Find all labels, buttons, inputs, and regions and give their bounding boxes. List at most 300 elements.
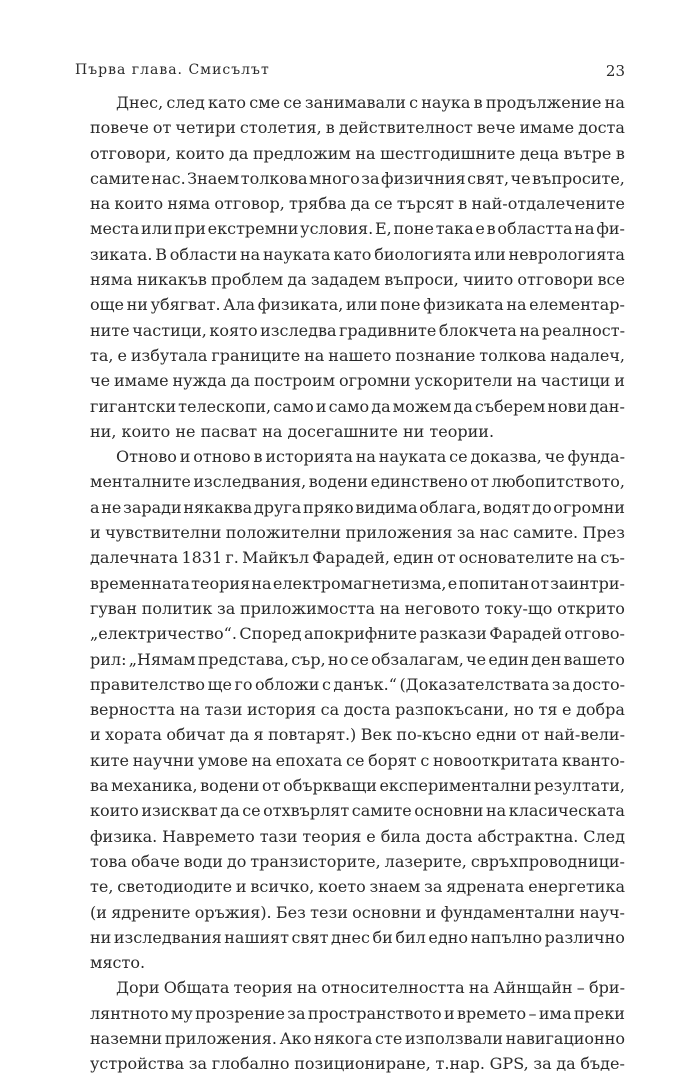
word: отново xyxy=(193,447,251,467)
word: чиито xyxy=(462,270,514,290)
word: напълно xyxy=(470,927,543,947)
word: самите xyxy=(351,801,412,821)
word: най-вели- xyxy=(544,725,625,745)
word: Без xyxy=(275,902,306,922)
word: преки xyxy=(573,1003,625,1023)
word: чувствителни xyxy=(105,523,222,543)
word: науката xyxy=(263,244,331,264)
word: относителността xyxy=(321,978,465,998)
word: в xyxy=(458,194,468,214)
text-line xyxy=(90,975,625,1000)
word: по-късно xyxy=(396,725,472,745)
word: гуван xyxy=(90,598,138,618)
word: кванто- xyxy=(561,750,625,770)
text-line xyxy=(90,394,625,419)
word: доста xyxy=(425,826,473,846)
word: ядрените xyxy=(111,902,191,922)
word: от xyxy=(152,118,172,138)
word: елементар- xyxy=(529,295,625,315)
word: ни xyxy=(403,421,430,441)
word: че xyxy=(544,447,565,467)
word: един xyxy=(488,649,530,669)
word: Знаем xyxy=(187,168,240,188)
word: енергетика xyxy=(528,877,625,897)
word: борят xyxy=(368,750,417,770)
word: сте xyxy=(375,1028,403,1048)
word: През xyxy=(582,523,625,543)
word: се xyxy=(283,93,302,112)
word: механика, xyxy=(111,776,198,796)
word: Дори xyxy=(116,978,160,998)
word: приложения xyxy=(345,523,453,543)
word: времето xyxy=(457,1003,527,1023)
word: далечната xyxy=(90,548,179,568)
word: видима xyxy=(355,497,418,517)
word: има xyxy=(538,1003,572,1023)
word: тя xyxy=(538,700,558,720)
word: бъде- xyxy=(580,1054,625,1074)
word: и xyxy=(614,371,625,391)
word: новооткритата xyxy=(433,750,559,770)
word: и xyxy=(315,396,327,416)
word: ще xyxy=(207,674,232,694)
word: е xyxy=(117,345,127,365)
word: данък.“ xyxy=(333,674,397,694)
word: че xyxy=(510,168,531,188)
word: огромни xyxy=(553,497,625,517)
word: областта xyxy=(497,219,573,239)
text-line xyxy=(90,1001,625,1026)
word: т.нар. xyxy=(435,1054,485,1074)
text-line xyxy=(90,520,625,545)
word: толкова xyxy=(479,345,547,365)
word: които xyxy=(114,194,164,214)
word: ни, xyxy=(90,421,122,441)
word: неврологията xyxy=(508,244,625,264)
word: за xyxy=(551,674,571,694)
text-line xyxy=(90,697,625,722)
word: добра xyxy=(576,700,625,720)
word: (и xyxy=(90,902,107,922)
word: основателите xyxy=(458,548,574,568)
text-line xyxy=(90,596,625,621)
word: неговото xyxy=(404,598,480,618)
word: гигантски xyxy=(90,396,177,416)
word: резултати, xyxy=(533,776,625,796)
word: единствено xyxy=(370,472,468,492)
word: всичко, xyxy=(250,877,315,897)
word: GPS, xyxy=(489,1054,529,1074)
word: е xyxy=(475,219,485,239)
word: деца xyxy=(519,143,560,163)
word: използвали xyxy=(405,1028,503,1048)
word: се xyxy=(242,801,261,821)
word: и xyxy=(235,877,247,897)
word: прозрение xyxy=(195,1003,285,1023)
text-line xyxy=(90,1051,625,1076)
word: но xyxy=(513,700,534,720)
word: Фарадей xyxy=(489,624,562,644)
word: се xyxy=(449,447,468,467)
word: Айнщайн xyxy=(493,978,573,998)
word: телескопи, xyxy=(178,396,272,416)
word: от xyxy=(437,548,456,568)
word: за xyxy=(361,168,380,188)
word: теория xyxy=(191,573,251,593)
text-line xyxy=(90,798,625,823)
word: Е, xyxy=(374,219,392,239)
text-line xyxy=(90,950,625,975)
word: действителност xyxy=(338,118,473,138)
word: още xyxy=(90,295,124,315)
word: един xyxy=(393,548,434,568)
word: че xyxy=(466,649,487,669)
text-line xyxy=(90,722,625,747)
word: 1831 xyxy=(181,548,223,568)
word: да xyxy=(556,1054,576,1074)
word: в xyxy=(473,93,483,112)
word: „Нямам xyxy=(128,649,196,669)
word: сър, xyxy=(291,649,326,669)
word: много xyxy=(309,168,360,188)
word: самите xyxy=(90,168,150,188)
word: за xyxy=(188,1054,208,1074)
word: бил xyxy=(395,927,426,947)
word: основни xyxy=(414,801,484,821)
word: ядрената xyxy=(446,877,525,897)
word: с xyxy=(321,674,331,694)
word: ден xyxy=(531,649,562,669)
word: са xyxy=(320,700,340,720)
text-line xyxy=(90,141,625,166)
word: биологията xyxy=(374,244,472,264)
word: доказва, xyxy=(470,447,542,467)
word: се xyxy=(350,649,369,669)
text-line xyxy=(90,469,625,494)
word: историята xyxy=(265,447,353,467)
word: на xyxy=(240,244,261,264)
word: на xyxy=(355,447,376,467)
word: отгово- xyxy=(564,624,625,644)
word: епохата xyxy=(275,750,343,770)
word: наука xyxy=(421,93,471,112)
word: в xyxy=(253,447,263,467)
word: условия. xyxy=(300,219,374,239)
word: положителни xyxy=(225,523,342,543)
word: ките xyxy=(90,750,129,770)
word: отговор, xyxy=(214,194,285,214)
word: убягват. xyxy=(150,295,221,315)
word: до xyxy=(532,497,552,517)
word: би xyxy=(372,927,393,947)
word: Навремето xyxy=(162,826,255,846)
word: приложимостта xyxy=(239,598,376,618)
word: облага, xyxy=(419,497,482,517)
word: навигационно xyxy=(505,1028,625,1048)
word: Общата xyxy=(163,978,230,998)
word: пряко xyxy=(303,497,354,517)
word: друга xyxy=(253,497,302,517)
word: Майкъл xyxy=(242,548,310,568)
word: рил: xyxy=(90,649,127,669)
text-line xyxy=(90,748,625,773)
word: екстремни xyxy=(207,219,299,239)
word: разпокъсани, xyxy=(395,700,510,720)
word: за xyxy=(287,1003,306,1023)
word: науч- xyxy=(579,902,625,922)
word: познание xyxy=(395,345,476,365)
word: и xyxy=(90,523,101,543)
word: като xyxy=(208,93,247,112)
word: се xyxy=(346,750,365,770)
word: теория xyxy=(233,978,293,998)
word: тези xyxy=(310,902,348,922)
word: едно xyxy=(428,927,469,947)
word: в xyxy=(325,118,335,138)
word: да xyxy=(229,143,249,163)
text-line xyxy=(90,1026,625,1051)
word: вътре xyxy=(563,143,612,163)
word: история xyxy=(246,700,317,720)
text-line xyxy=(90,824,625,849)
word: с xyxy=(420,750,430,770)
text-line xyxy=(90,292,625,317)
word: изследвания, xyxy=(193,472,307,492)
word: днес xyxy=(331,927,370,947)
word: е xyxy=(562,700,572,720)
word: пространството xyxy=(307,1003,442,1023)
word: изследвания xyxy=(113,927,222,947)
word: объркващи xyxy=(283,776,377,796)
word: зиката. xyxy=(90,244,153,264)
word: експериментални xyxy=(379,776,532,796)
word: място. xyxy=(90,953,146,973)
word: ни xyxy=(90,927,112,947)
text-line xyxy=(90,166,625,191)
word: различно xyxy=(544,927,625,947)
word: места xyxy=(90,219,140,239)
word: г. xyxy=(225,548,239,568)
word: четири xyxy=(175,118,236,138)
word: въпросите, xyxy=(532,168,625,188)
word: което xyxy=(318,877,366,897)
word: ускорители xyxy=(414,371,513,391)
word: така xyxy=(435,219,474,239)
word: на xyxy=(468,978,490,998)
word: блокчета xyxy=(438,320,517,340)
word: на xyxy=(574,219,595,239)
word: лянтното xyxy=(90,1003,169,1023)
word: на xyxy=(604,93,625,112)
word: тази xyxy=(204,700,243,720)
word: не xyxy=(101,497,122,517)
word: нужда xyxy=(172,371,227,391)
word: на xyxy=(516,371,537,391)
word: абстрактна. xyxy=(477,826,579,846)
text-line xyxy=(90,115,625,140)
text-line xyxy=(90,495,625,520)
word: само xyxy=(273,396,314,416)
word: да xyxy=(371,396,391,416)
word: фи- xyxy=(596,219,625,239)
word: на xyxy=(296,978,318,998)
word: от xyxy=(470,472,489,492)
word: само xyxy=(328,396,370,416)
word: Ала xyxy=(223,295,256,315)
word: В xyxy=(155,244,167,264)
word: менталните xyxy=(90,472,191,492)
word: че xyxy=(90,371,111,391)
word: знаем xyxy=(369,877,421,897)
word: от xyxy=(262,776,281,796)
word: за xyxy=(533,1054,552,1074)
word: някога xyxy=(314,1028,373,1048)
word: Според xyxy=(239,624,302,644)
word: изследва xyxy=(260,320,337,340)
word: и xyxy=(179,447,191,467)
text-line xyxy=(90,318,625,343)
word: приложения. xyxy=(164,1028,277,1048)
word: основни xyxy=(352,902,422,922)
word: пасват xyxy=(200,421,263,441)
text-line xyxy=(90,90,625,115)
word: толкова xyxy=(240,168,308,188)
word: води xyxy=(183,851,223,871)
word: току-що xyxy=(484,598,553,618)
word: теория xyxy=(302,826,362,846)
word: вече xyxy=(476,118,516,138)
word: транзисторите, xyxy=(250,851,381,871)
word: които xyxy=(90,801,139,821)
word: обаче xyxy=(130,851,180,871)
word: нас. xyxy=(151,168,186,188)
word: предложим xyxy=(252,143,351,163)
word: на xyxy=(304,345,325,365)
word: реалност- xyxy=(542,320,625,340)
word: до xyxy=(226,851,247,871)
word: все xyxy=(597,270,625,290)
word: да xyxy=(230,371,250,391)
word: това xyxy=(90,851,128,871)
word: Ако xyxy=(279,1028,312,1048)
word: теории. xyxy=(429,421,495,441)
word: отговори, xyxy=(90,143,172,163)
word: светодиодите xyxy=(117,877,233,897)
text-line xyxy=(90,444,625,469)
running-head xyxy=(75,62,625,82)
word: правителство xyxy=(90,674,206,694)
page-number: 23 xyxy=(605,62,625,80)
word: за xyxy=(424,877,443,897)
word: вашето xyxy=(563,649,625,669)
word: продължение xyxy=(485,93,602,112)
word: физичния xyxy=(381,168,466,188)
word: е xyxy=(366,826,376,846)
word: Фарадей, xyxy=(312,548,390,568)
word: нашето xyxy=(328,345,392,365)
word: най-отдалечените xyxy=(471,194,625,214)
word: ни xyxy=(126,295,148,315)
word: досегашните xyxy=(287,421,403,441)
word: области xyxy=(169,244,238,264)
word: апокрифните xyxy=(304,624,417,644)
text-line xyxy=(90,925,625,950)
chapter-title: Първа глава. Смисълът xyxy=(75,62,270,78)
word: открито xyxy=(557,598,625,618)
word: на xyxy=(90,194,111,214)
word: да xyxy=(229,725,250,745)
word: научни xyxy=(132,750,195,770)
word: физика. xyxy=(90,826,158,846)
text-line xyxy=(90,672,625,697)
word: ва xyxy=(90,776,109,796)
word: лазерите, xyxy=(384,851,467,871)
word: глобално xyxy=(211,1054,290,1074)
word: нашият xyxy=(224,927,289,947)
word: при xyxy=(174,219,206,239)
word: наземни xyxy=(90,1028,163,1048)
word: поне xyxy=(393,219,434,239)
word: След xyxy=(583,826,625,846)
word: политик xyxy=(141,598,213,618)
word: на xyxy=(506,295,527,315)
word: изискват xyxy=(141,801,218,821)
word: фунда- xyxy=(567,447,625,467)
text-line xyxy=(90,419,625,444)
word: разкази xyxy=(419,624,487,644)
word: които xyxy=(121,421,176,441)
word: любопитството, xyxy=(491,472,625,492)
word: го xyxy=(234,674,253,694)
word: Век xyxy=(360,725,392,745)
word: да xyxy=(350,194,370,214)
word: верността xyxy=(90,700,176,720)
word: фундаментални xyxy=(440,902,576,922)
word: повече xyxy=(90,118,149,138)
word: била xyxy=(380,826,421,846)
word: с xyxy=(409,93,419,112)
word: умове xyxy=(197,750,248,770)
word: която xyxy=(209,320,258,340)
word: да xyxy=(453,396,473,416)
word: ните xyxy=(90,320,130,340)
word: – xyxy=(576,978,585,998)
text-line xyxy=(90,571,625,596)
word: които xyxy=(175,143,225,163)
word: самите. xyxy=(513,523,579,543)
word: на xyxy=(379,598,400,618)
word: представа, xyxy=(197,649,289,669)
word: „електричество“. xyxy=(90,624,237,644)
word: а xyxy=(90,497,100,517)
word: построим xyxy=(253,371,336,391)
word: обложи xyxy=(254,674,320,694)
word: за xyxy=(217,598,236,618)
word: се xyxy=(374,194,393,214)
word: дан- xyxy=(589,396,625,416)
word: или xyxy=(141,219,173,239)
word: на xyxy=(576,548,598,568)
body-text xyxy=(90,90,625,1077)
word: доста xyxy=(343,700,391,720)
word: позициониране, xyxy=(294,1054,431,1074)
word: физиката xyxy=(423,295,504,315)
word: частици, xyxy=(132,320,207,340)
text-line xyxy=(90,773,625,798)
word: отхвърлят xyxy=(263,801,350,821)
text-line xyxy=(90,267,625,292)
text-line xyxy=(90,900,625,925)
